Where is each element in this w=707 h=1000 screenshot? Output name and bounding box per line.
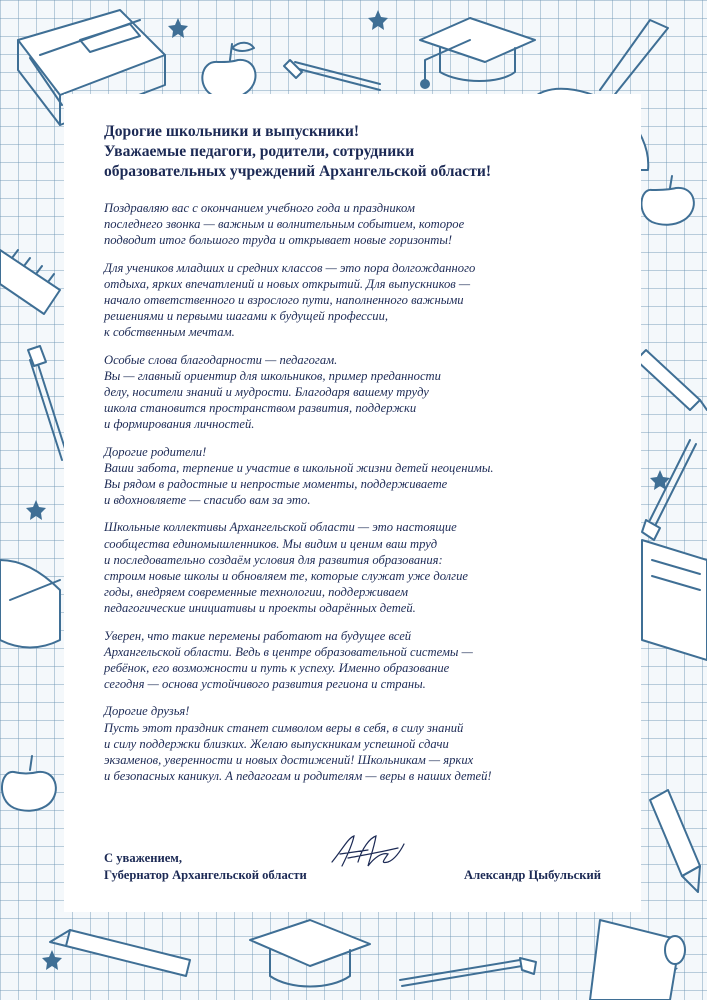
star-icon — [168, 18, 188, 38]
heading-line: Дорогие школьники и выпускники! — [104, 123, 360, 140]
hand-pen-icon — [0, 560, 60, 648]
text-line: подводит итог большого труда и открывает новые горизонты! — [104, 233, 453, 248]
paragraph-school-teams — [104, 519, 601, 616]
paragraph-congratulations — [104, 200, 601, 249]
text-line: Пусть этот праздник станет символом веры в себя, в силу знаний — [104, 720, 464, 735]
letter-heading — [104, 122, 601, 182]
text-line: Школьные коллективы Архангельской области — это настоящие — [104, 520, 457, 535]
paint-brush-icon — [400, 958, 536, 986]
text-line: Вы — главный ориентир для школьников, пример преданности — [104, 368, 441, 383]
heading-line: образовательных учреждений Архангельской области! — [104, 163, 492, 180]
signature-block — [104, 850, 601, 890]
text-line: экзаменов, уверенности и новых достижений! Школьникам — ярких — [104, 753, 474, 768]
paragraph-parents — [104, 444, 601, 509]
paint-brush-icon — [28, 346, 68, 460]
text-line: решениями и первыми шагами к будущей профессии, — [104, 309, 389, 324]
text-line: педагогические инициативы и проекты одарённых детей. — [104, 601, 416, 616]
paragraph-teachers — [104, 352, 601, 433]
star-icon — [26, 500, 46, 520]
paragraph-friends — [104, 703, 601, 784]
text-line: Вы рядом в радостные и непростые моменты, поддерживаете — [104, 477, 448, 492]
ruler-icon — [0, 250, 60, 314]
signer-position: Губернатор Архангельской области — [104, 868, 307, 882]
paragraph-students — [104, 260, 601, 341]
star-icon — [368, 10, 388, 30]
graduation-cap-icon — [250, 920, 370, 987]
text-line: начало ответственного и взрослого пути, наполненного важными — [104, 293, 464, 308]
text-line: последнего звонка — важным и волнительным событием, которое — [104, 217, 465, 232]
graduation-cap-icon — [420, 18, 535, 88]
paragraph-future — [104, 628, 601, 693]
text-line: и силу поддержки близких. Желаю выпускникам успешной сдачи — [104, 736, 449, 751]
text-line: сообщества единомышленников. Мы видим и ценим ваш труд — [104, 536, 438, 551]
signer-name: Александр Цыбульский — [463, 868, 601, 882]
star-icon — [42, 950, 62, 970]
text-line: Дорогие родители! — [104, 444, 207, 459]
text-line: и вдохновляете — спасибо вам за это. — [104, 493, 311, 508]
text-line: сегодня — основа устойчивого развития региона и страны. — [104, 677, 426, 692]
heading-line: Уважаемые педагоги, родители, сотрудники — [104, 143, 415, 160]
text-line: и последовательно создаём условия для развития образования: — [104, 552, 443, 567]
text-line: к собственным мечтам. — [104, 325, 235, 340]
pencil-icon — [50, 930, 190, 976]
text-line: годы, внедряем современные технологии, поддерживаем — [104, 585, 409, 600]
closing-text: С уважением, — [104, 851, 183, 865]
letter-card — [64, 94, 641, 912]
apple-icon — [641, 176, 693, 225]
scroll-icon — [590, 920, 685, 1000]
apple-icon — [202, 43, 255, 99]
pencil-icon — [636, 350, 707, 410]
text-line: и формирования личностей. — [104, 417, 255, 432]
pencil-icon — [650, 790, 700, 892]
book-icon — [642, 540, 707, 660]
text-line: Особые слова благодарности — педагогам. — [104, 352, 338, 367]
text-line: Поздравляю вас с окончанием учебного года и праздником — [104, 201, 415, 215]
paint-brush-icon — [642, 440, 696, 540]
text-line: Уверен, что такие перемены работают на будущее всей — [104, 628, 412, 643]
text-line: Для учеников младших и средних классов — это пора долгожданного — [104, 260, 476, 275]
text-line: школа становится пространством развития, поддержки — [104, 401, 417, 416]
apple-icon — [2, 756, 56, 811]
text-line: Ваши забота, терпение и участие в школьной жизни детей неоценимы. — [104, 460, 494, 475]
text-line: строим новые школы и обновляем те, которые служат уже долгие — [104, 569, 468, 584]
text-line: и безопасных каникул. А педагогам и родителям — веры в наших детей! — [104, 769, 492, 784]
paint-brush-icon — [284, 60, 380, 90]
text-line: Дорогие друзья! — [104, 704, 190, 719]
text-line: Архангельской области. Ведь в центре образовательной системы — — [104, 644, 473, 659]
text-line: отдыха, ярких впечатлений и новых открытий. Для выпускников — — [104, 276, 471, 291]
text-line: делу, носители знаний и мудрости. Благодаря вашему труду — [104, 385, 429, 400]
text-line: ребёнок, его возможности и путь к успеху. Именно образование — [104, 661, 450, 676]
